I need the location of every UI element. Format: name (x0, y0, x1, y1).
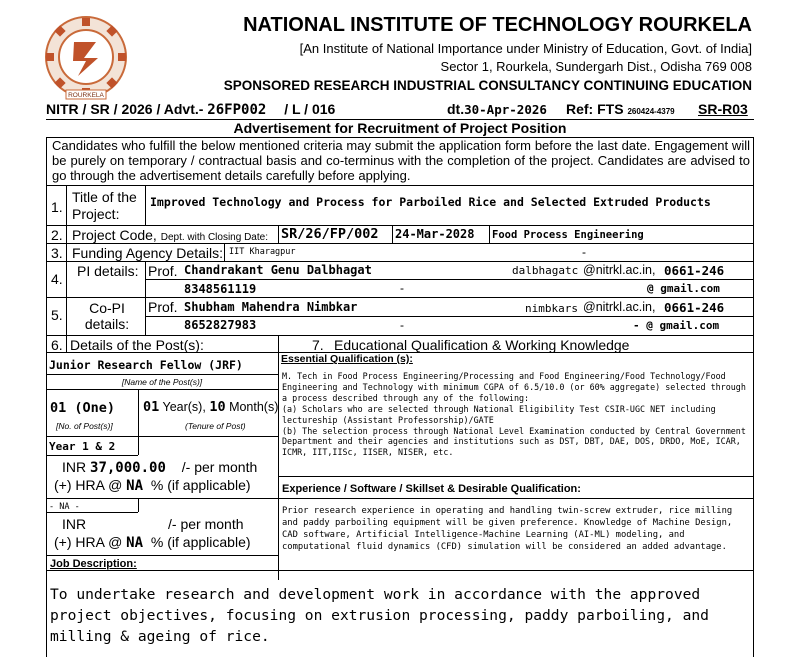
experience-text: Prior research experience in operating and handling twin-screw extruder, rice milling and paddy parboiling equipment will be given preference. Knowledge of Machine Design, CAD software, Artificial Intelligence-Machine Learning (AI-ML) modeling, and computational fluid dynamics (CFD) simulation will be considered an added advantage. (282, 506, 733, 553)
tenure-months: 10 (209, 399, 226, 415)
post-count-caption: [No. of Post(s)] (56, 421, 113, 431)
closing-date: 24-Mar-2028 (395, 227, 475, 241)
svg-text:ROURKELA: ROURKELA (68, 92, 104, 99)
department: Food Process Engineering (492, 229, 644, 241)
page-title: Advertisement for Recruitment of Project Position (233, 120, 567, 136)
per-month-label: /- per month (181, 459, 258, 475)
tenure-years: 01 (143, 399, 160, 415)
tenure-caption: (Tenure of Post) (185, 421, 246, 431)
salary-amount: 37,000.00 (90, 460, 166, 476)
office-name: SPONSORED RESEARCH INDUSTRIAL CONSULTANCY CONTINUING EDUCATION (223, 78, 752, 93)
hra2-value: NA (126, 535, 144, 551)
row3-label: Funding Agency Details: (72, 245, 223, 261)
row1-number: 1. (51, 199, 63, 215)
job-description-label: Job Description: (50, 558, 137, 570)
intro-text: Candidates who fulfill the below mentioned criteria may submit the application form before the last date. Engagement will be purely on temporary / contractual basis and co-terminus with the completion of the project. Candidates are advised to go through the advertisement details carefully before applying. (52, 138, 750, 183)
job-description: To undertake research and development work in accordance with the approved project objectives, focusing on extrusion processing, paddy parboiling, and milling & ageing of rice. (50, 586, 709, 645)
sr-code: SR-R03 (698, 101, 748, 117)
pi-dash: - (400, 281, 404, 295)
pi-email-domain: @nitrkl.ac.in, (583, 263, 656, 277)
row6-label: Details of the Post(s): (70, 337, 204, 353)
institute-logo (40, 14, 132, 104)
essential-label: Essential Qualification (s): (281, 353, 413, 365)
advt-prefix: NITR / SR / 2026 / Advt.- (46, 101, 208, 117)
currency-label: INR (62, 459, 87, 475)
pi-prof: Prof. (148, 263, 178, 279)
post-count: 01 (One) (50, 400, 116, 416)
fts-number: 260424-4379 (627, 107, 675, 116)
row3-number: 3. (51, 245, 63, 261)
row1-label: Title of the Project: (72, 189, 137, 222)
copi-mobile: 8652827983 (184, 318, 257, 332)
institute-address: Sector 1, Rourkela, Sundergarh Dist., Odisha 769 008 (440, 59, 752, 74)
row4-number: 4. (51, 271, 63, 287)
row4-label: PI details: (77, 263, 139, 279)
hra-suffix: % (if applicable) (150, 477, 251, 493)
hra2-line (54, 534, 251, 551)
tenure-year-label: Year(s), (162, 400, 206, 414)
hra-label: (+) HRA @ (54, 477, 123, 493)
pi-gmail: @ gmail.com (647, 282, 720, 295)
advt-reference (46, 101, 335, 118)
advt-code: 26FP002 (207, 102, 267, 118)
copi-dash: - (400, 318, 404, 332)
currency2-label: INR (62, 516, 87, 532)
institute-subtitle: [An Institute of National Importance under Ministry of Education, Govt. of India] (299, 41, 752, 56)
hra2-label: (+) HRA @ (54, 534, 123, 550)
date-value: 30-Apr-2026 (464, 102, 547, 117)
project-title: Improved Technology and Process for Parboiled Rice and Selected Extruded Products (150, 195, 711, 209)
copi-email-domain: @nitrkl.ac.in, (583, 300, 656, 314)
advt-date (447, 101, 547, 117)
funding-dash: - (582, 245, 586, 259)
copi-name: Shubham Mahendra Nimbkar (184, 300, 358, 314)
hra2-suffix: % (if applicable) (150, 534, 251, 550)
row5-label: Co-PI details: (84, 300, 130, 332)
tenure (143, 399, 278, 415)
funding-agency: IIT Kharagpur (229, 247, 296, 257)
row2-number: 2. (51, 227, 63, 243)
experience-label: Experience / Software / Skillset & Desirable Qualification: (282, 483, 581, 495)
hra-line (54, 477, 251, 494)
row7-number: 7. (312, 337, 324, 353)
copi-gmail: - @ gmail.com (633, 319, 720, 332)
pi-phone: 0661-246 (664, 263, 725, 278)
post-name: Junior Research Fellow (JRF) (49, 358, 243, 372)
project-code-label: Project Code, (72, 227, 157, 243)
salary-line (62, 459, 257, 476)
project-code: SR/26/FP/002 (281, 226, 379, 242)
row5-number: 5. (51, 307, 63, 323)
copi-prof: Prof. (148, 299, 178, 315)
salary2-line (62, 516, 244, 532)
advt-suffix: / L / 016 (284, 101, 336, 117)
closing-date-label: Dept. with Closing Date: (160, 232, 268, 243)
row6-number: 6. (51, 337, 63, 353)
post-name-caption: [Name of the Post(s)] (121, 377, 203, 387)
per-month2-label: /- per month (168, 516, 244, 532)
fts-reference (566, 101, 675, 117)
row7-label: Educational Qualification & Working Knowledge (334, 337, 630, 353)
date-label: dt. (447, 101, 465, 117)
pi-email-user: dalbhagatc (512, 264, 579, 277)
pi-name: Chandrakant Genu Dalbhagat (184, 263, 372, 277)
institute-name: NATIONAL INSTITUTE OF TECHNOLOGY ROURKELA (243, 14, 752, 36)
year-label: Year 1 & 2 (49, 440, 116, 453)
pi-mobile: 8348561119 (184, 282, 257, 296)
tenure-month-label: Month(s) (229, 400, 279, 414)
fts-label: Ref: FTS (566, 101, 624, 117)
essential-text: M. Tech in Food Process Engineering/Processing and Food Engineering/Food Technology/Food Engineering and Technology with minimum CGPA of 6.5/10.0 (or 60% aggregate) selected through a process described through any of the following: (a) Scholars who are selected through National Eligibility Test CSIR-UGC NET including lectureship (Assistant Professorship)/GATE (b) The selection process through National Level Examination conducted by Central Government Department and their agencies and institutions such as DST, DBT, DAE, DOS, DRDO, MoE, ICAR, ICMR, IIT,IISc, IISER, NISER, etc. (282, 371, 746, 458)
hra-value: NA (126, 478, 144, 494)
year2-label: - NA - (49, 502, 80, 512)
row2-label (72, 227, 268, 243)
copi-phone: 0661-246 (664, 300, 725, 315)
copi-email-user: nimbkars (525, 302, 578, 315)
